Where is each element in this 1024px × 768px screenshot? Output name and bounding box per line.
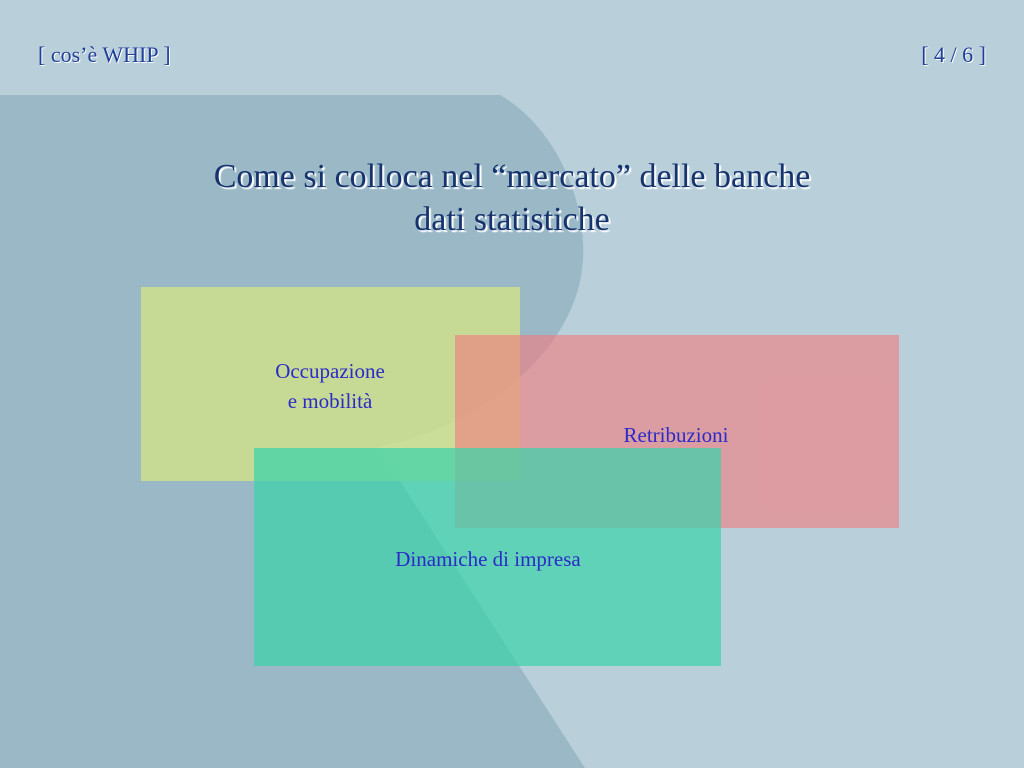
occupazione-label-line-2: e mobilità	[287, 389, 373, 413]
occupazione-label-line-1: Occupazione	[275, 359, 385, 383]
slide-title	[60, 155, 964, 241]
page-indicator: [ 4 / 6 ]	[921, 42, 986, 67]
slide-title-line-2: dati statistiche	[414, 201, 610, 238]
retribuzioni-label: Retribuzioni	[623, 423, 729, 447]
section-title: [ cos’è WHIP ]	[38, 42, 171, 67]
occupazione-label	[230, 356, 430, 416]
slide-title-line-1: Come si colloca nel “mercato” delle banche	[213, 158, 811, 195]
dinamiche-label: Dinamiche di impresa	[395, 547, 581, 571]
